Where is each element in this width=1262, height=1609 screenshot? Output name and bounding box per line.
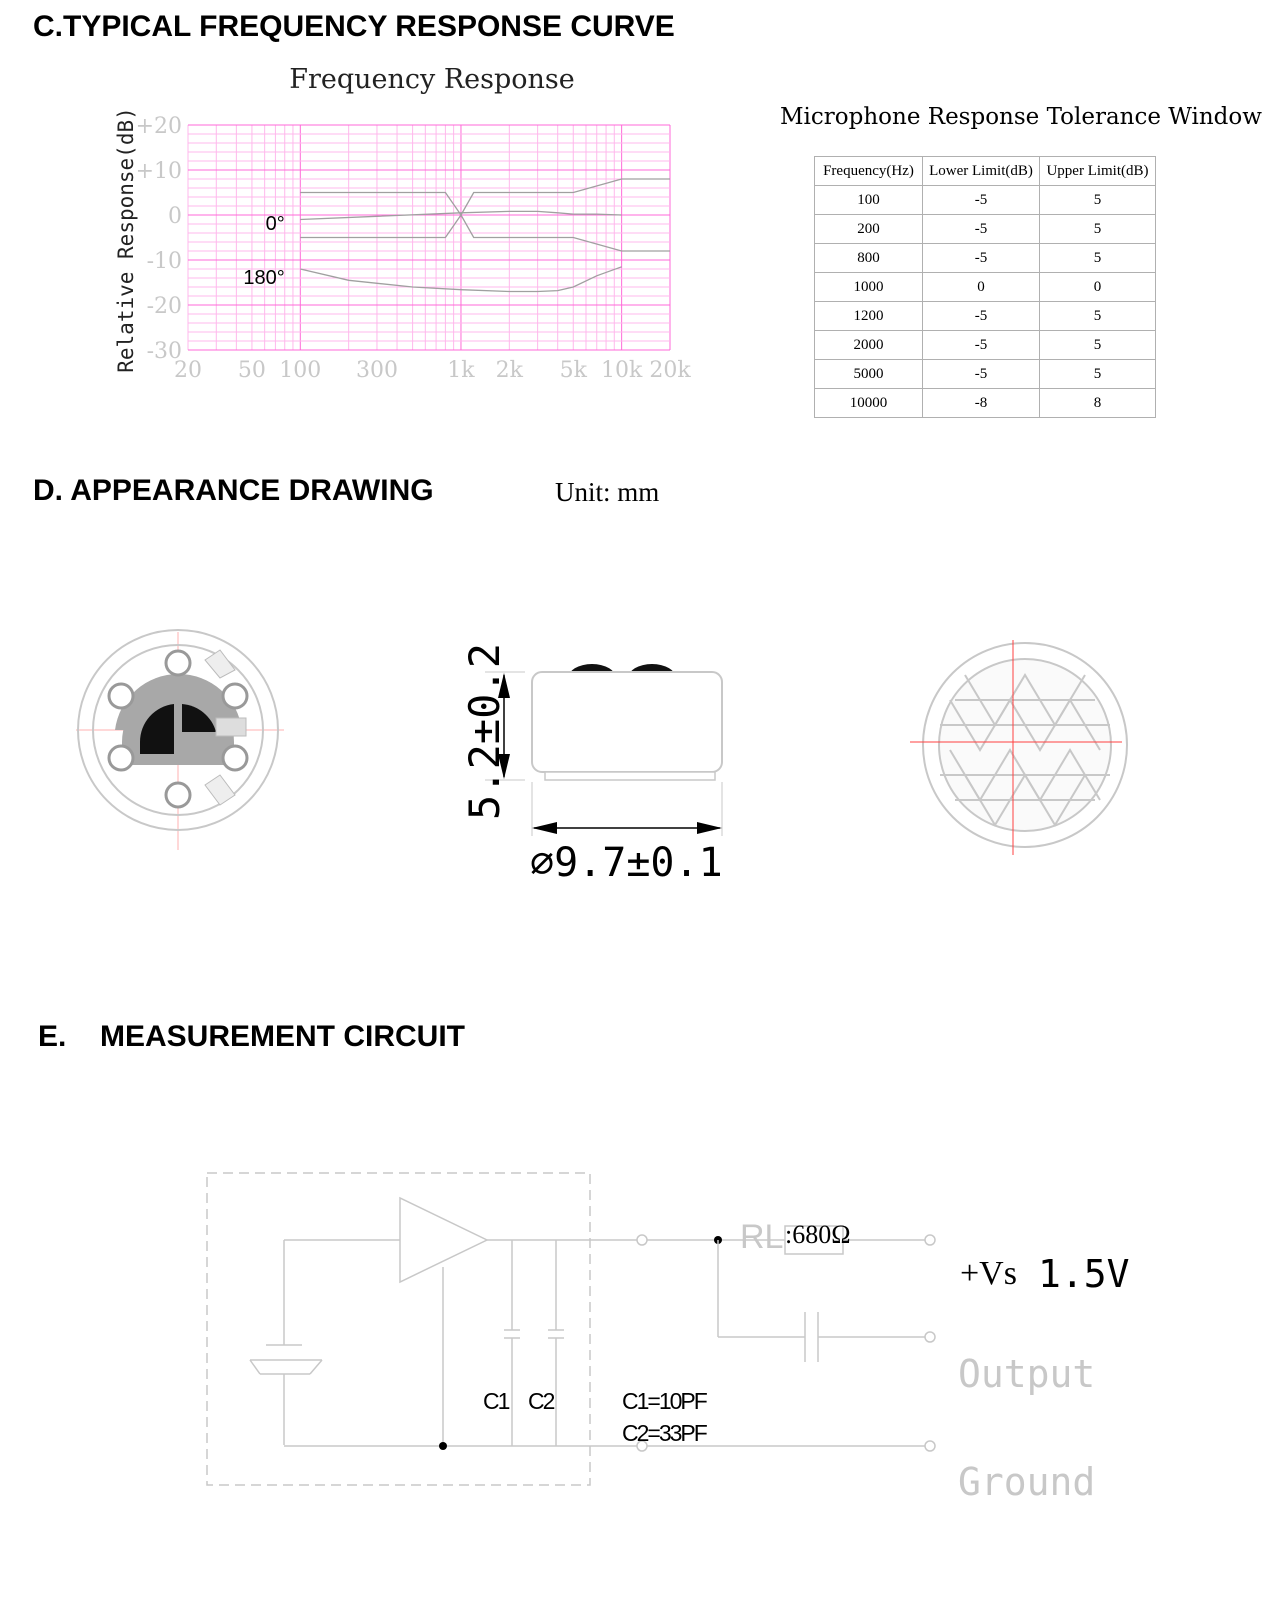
table-row — [815, 273, 1156, 302]
c1-value: C1=10PF — [622, 1388, 706, 1414]
cell-frequency: 5000 — [815, 360, 923, 389]
cell-upper-limit: 5 — [1040, 331, 1156, 360]
tolerance-table — [814, 156, 1156, 418]
table-row — [815, 360, 1156, 389]
header-lower-limit: Lower Limit(dB) — [923, 157, 1040, 186]
x-tick-label: 2k — [495, 358, 523, 383]
table-header-row — [815, 157, 1156, 186]
section-d-title: D. APPEARANCE DRAWING — [33, 474, 434, 507]
chart-ylabel: Relative Response(dB) — [114, 107, 138, 373]
cell-lower-limit: -5 — [923, 244, 1040, 273]
cell-upper-limit: 5 — [1040, 302, 1156, 331]
c1-label: C1 — [483, 1388, 509, 1414]
cell-upper-limit: 0 — [1040, 273, 1156, 302]
section-c-title: C.TYPICAL FREQUENCY RESPONSE CURVE — [33, 10, 675, 43]
x-tick-label: 50 — [237, 358, 266, 383]
chart-annotation: 180° — [243, 266, 285, 289]
y-tick-label: -10 — [146, 249, 182, 274]
y-tick-label: -30 — [146, 339, 182, 364]
output-label: Output — [958, 1352, 1096, 1396]
x-tick-label: 20 — [174, 358, 202, 383]
x-tick-label: 10k — [600, 358, 643, 383]
cell-frequency: 100 — [815, 186, 923, 215]
cell-lower-limit: -5 — [923, 360, 1040, 389]
vs-value: 1.5V — [1038, 1252, 1130, 1296]
section-e-number: E. — [38, 1020, 67, 1053]
header-upper-limit: Upper Limit(dB) — [1040, 157, 1156, 186]
bottom-view-drawing — [70, 630, 290, 850]
x-tick-label: 5k — [559, 358, 587, 383]
y-tick-label: 0 — [168, 204, 182, 229]
table-row — [815, 302, 1156, 331]
cell-frequency: 800 — [815, 244, 923, 273]
cell-upper-limit: 5 — [1040, 215, 1156, 244]
header-frequency: Frequency(Hz) — [815, 157, 923, 186]
rl-label: RL — [740, 1218, 784, 1256]
chart-tick-labels — [136, 114, 692, 383]
cell-frequency: 1200 — [815, 302, 923, 331]
c2-value: C2=33PF — [622, 1420, 706, 1446]
chart-annotation: 0° — [265, 212, 285, 235]
top-view-drawing — [910, 640, 1140, 870]
tolerance-table-body — [815, 186, 1156, 418]
x-tick-label: 20k — [649, 358, 691, 383]
table-row — [815, 331, 1156, 360]
chart-title: Frequency Response — [289, 64, 575, 95]
y-tick-label: +10 — [135, 159, 182, 184]
cell-frequency: 10000 — [815, 389, 923, 418]
y-tick-label: -20 — [146, 294, 182, 319]
table-row — [815, 244, 1156, 273]
x-tick-label: 1k — [447, 358, 475, 383]
cell-frequency: 2000 — [815, 331, 923, 360]
table-row — [815, 186, 1156, 215]
cell-lower-limit: -5 — [923, 186, 1040, 215]
table-row — [815, 389, 1156, 418]
vs-label: +Vs — [960, 1255, 1017, 1292]
cell-lower-limit: -5 — [923, 331, 1040, 360]
diameter-dimension: ⌀9.7±0.1 — [530, 840, 723, 886]
tolerance-title: Microphone Response Tolerance Window — [780, 104, 1262, 130]
cell-upper-limit: 5 — [1040, 244, 1156, 273]
cell-frequency: 1000 — [815, 273, 923, 302]
x-tick-label: 100 — [279, 358, 322, 383]
cell-lower-limit: -5 — [923, 302, 1040, 331]
table-row — [815, 215, 1156, 244]
section-e-title: MEASUREMENT CIRCUIT — [100, 1020, 465, 1053]
cell-frequency: 200 — [815, 215, 923, 244]
cell-upper-limit: 5 — [1040, 186, 1156, 215]
c2-label: C2 — [528, 1388, 554, 1414]
cell-lower-limit: -5 — [923, 215, 1040, 244]
x-tick-label: 300 — [355, 358, 398, 383]
cell-lower-limit: -8 — [923, 389, 1040, 418]
cell-lower-limit: 0 — [923, 273, 1040, 302]
height-dimension: 5.2±0.2 — [460, 642, 509, 820]
unit-label: Unit: mm — [555, 477, 660, 507]
ground-label: Ground — [958, 1460, 1096, 1504]
cell-upper-limit: 8 — [1040, 389, 1156, 418]
cell-upper-limit: 5 — [1040, 360, 1156, 389]
rl-value: :680Ω — [785, 1220, 851, 1249]
y-tick-label: +20 — [135, 114, 182, 139]
